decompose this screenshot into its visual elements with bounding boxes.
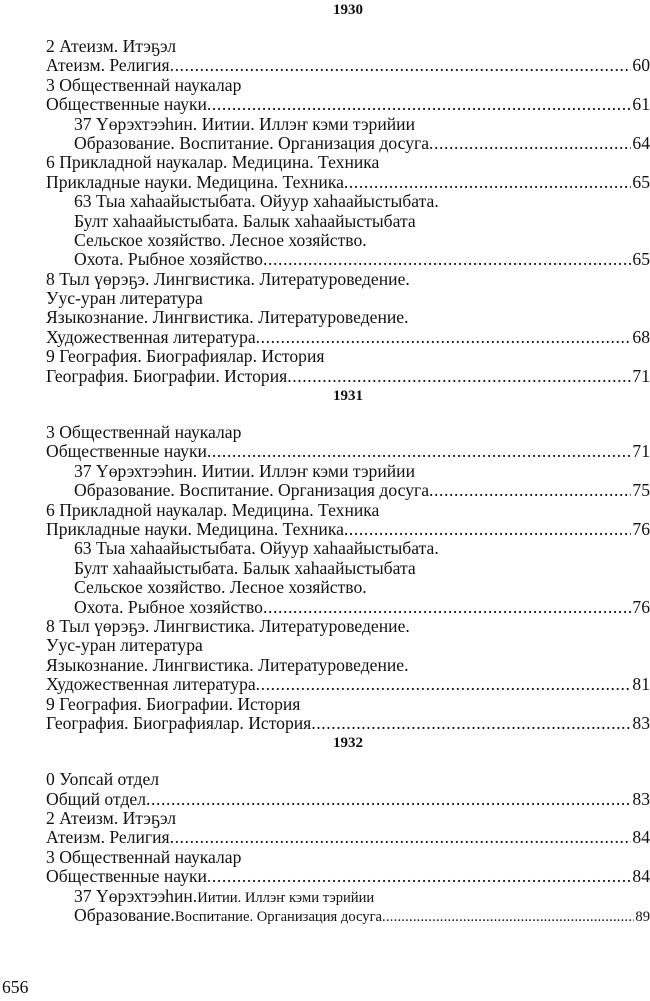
entry-title: Общественные науки <box>46 867 207 887</box>
toc-heading-line <box>46 192 650 211</box>
entry-title: Художественная литература <box>46 327 256 347</box>
dot-leader <box>256 328 632 347</box>
toc-heading-line <box>46 578 650 597</box>
entry-title: 2 Атеизм. Итэҕэл <box>46 809 177 829</box>
entry-title: 6 Прикладной наукалар. Медицина. Техника <box>46 153 380 173</box>
entry-title: 63 Тыа хаһаайыстыбата. Ойуур хаһаайыстыбата. <box>74 192 439 212</box>
toc-heading-line <box>46 76 650 95</box>
entry-page-number: 89 <box>635 909 650 926</box>
toc-entry <box>46 828 650 847</box>
entry-title: Образование. Воспитание. Организация досуга <box>74 133 430 153</box>
toc-heading-line <box>46 559 650 578</box>
toc-entry <box>46 367 650 386</box>
toc-heading-line <box>46 501 650 520</box>
entry-title: 9 География. Биографиялар. История <box>46 347 325 367</box>
entry-title: 0 Уопсай отдел <box>46 770 160 790</box>
dot-leader <box>207 442 631 461</box>
entry-title: 3 Общественнай наукалар <box>46 847 242 867</box>
toc-entry <box>46 95 650 114</box>
entry-title: 37 Үөрэхтээһин. Иитии. Иллэҥ кэми тэрийии <box>74 114 416 134</box>
entry-title: Языкознание. Лингвистика. Литературоведение. <box>46 655 409 675</box>
entry-page-number: 76 <box>632 519 650 539</box>
entry-title: Общественные науки <box>46 442 207 462</box>
toc-heading-line <box>46 423 650 442</box>
entry-title: 63 Тыа хаһаайыстыбата. Ойуур хаһаайыстыбата. <box>74 539 439 559</box>
toc-entry <box>46 173 650 192</box>
toc-entry <box>46 481 650 500</box>
entry-title: География. Биографии. История <box>46 366 288 386</box>
entry-page-number: 84 <box>632 828 650 848</box>
toc-heading-line <box>46 656 650 675</box>
entry-title: 2 Атеизм. Итэҕэл <box>46 37 177 56</box>
entry-page-number: 76 <box>632 597 650 617</box>
entry-title: 8 Тыл үөрэҕэ. Лингвистика. Литературоведение. <box>46 616 410 636</box>
dot-leader <box>382 906 634 925</box>
table-of-contents <box>46 0 650 925</box>
entry-title: Сельское хозяйство. Лесное хозяйство. <box>74 578 367 598</box>
section-year-heading: 1931 <box>333 388 363 405</box>
section-year-heading: 1930 <box>333 2 363 18</box>
toc-section-1931 <box>46 386 650 733</box>
entry-page-number: 61 <box>632 95 650 115</box>
toc-entry <box>46 714 650 733</box>
entry-page-number: 64 <box>632 133 650 153</box>
toc-heading-line <box>46 636 650 655</box>
entry-title: 3 Общественнай наукалар <box>46 75 242 95</box>
toc-heading-line <box>46 347 650 366</box>
entry-page-number: 75 <box>632 481 650 501</box>
toc-heading-line <box>46 887 650 906</box>
toc-section-1932 <box>46 733 650 925</box>
dot-leader <box>344 173 631 192</box>
entry-title: Языкознание. Лингвистика. Литературоведение. <box>46 308 409 328</box>
toc-heading-line <box>46 695 650 714</box>
entry-title: Охота. Рыбное хозяйство <box>74 250 263 270</box>
toc-heading-line <box>46 153 650 172</box>
dot-leader <box>170 56 632 75</box>
toc-entry <box>46 790 650 809</box>
entry-title: 8 Тыл үөрэҕэ. Лингвистика. Литературоведение. <box>46 269 410 289</box>
entry-title-continued: Воспитание. Организация досуга <box>174 909 383 926</box>
entry-page-number: 83 <box>632 789 650 809</box>
entry-title-continued: Иитии. Иллэҥ кэми тэрийии <box>197 889 375 906</box>
dot-leader <box>146 790 631 809</box>
toc-entry <box>46 250 650 269</box>
toc-heading-line <box>46 462 650 481</box>
dot-leader <box>344 520 631 539</box>
entry-page-number: 68 <box>632 327 650 347</box>
entry-title: Охота. Рыбное хозяйство <box>74 597 263 617</box>
toc-heading-line <box>46 115 650 134</box>
entry-title: Художественная литература <box>46 675 256 695</box>
entry-title: 37 Үөрэхтээһин. Иитии. Иллэҥ кэми тэрийии <box>74 461 416 481</box>
toc-entry <box>46 598 650 617</box>
entry-title: Образование. Воспитание. Организация досуга <box>74 481 430 501</box>
toc-entry <box>46 906 650 925</box>
entry-page-number: 71 <box>632 442 650 462</box>
dot-leader <box>207 95 631 114</box>
dot-leader <box>207 867 631 886</box>
toc-entry <box>46 328 650 347</box>
dot-leader <box>311 714 631 733</box>
entry-page-number: 83 <box>632 713 650 733</box>
entry-page-number: 81 <box>632 675 650 695</box>
dot-leader <box>263 598 631 617</box>
entry-title: Атеизм. Религия <box>46 828 170 848</box>
dot-leader <box>263 250 631 269</box>
entry-title: География. Биографиялар. История <box>46 713 312 733</box>
section-year-heading: 1932 <box>333 735 363 752</box>
toc-entry <box>46 442 650 461</box>
toc-heading-line <box>46 270 650 289</box>
entry-title: Уус-уран литература <box>46 289 203 309</box>
toc-entry <box>46 134 650 153</box>
dot-leader <box>256 675 632 694</box>
toc-section-1930 <box>46 0 650 386</box>
dot-leader <box>170 828 632 847</box>
page-number: 656 <box>2 977 29 997</box>
toc-entry <box>46 56 650 75</box>
toc-heading-line <box>46 289 650 308</box>
toc-heading-line <box>46 617 650 636</box>
dot-leader <box>429 134 631 153</box>
entry-title: 6 Прикладной наукалар. Медицина. Техника <box>46 500 380 520</box>
entry-title: Общий отдел <box>46 789 146 809</box>
entry-title: Прикладные науки. Медицина. Техника <box>46 172 344 192</box>
entry-title: Прикладные науки. Медицина. Техника <box>46 519 344 539</box>
toc-heading-line <box>46 231 650 250</box>
entry-title: Атеизм. Религия <box>46 56 170 76</box>
entry-title: 37 Үөрэхтээһин. <box>74 886 198 906</box>
entry-title: Сельское хозяйство. Лесное хозяйство. <box>74 230 367 250</box>
toc-heading-line <box>46 37 650 56</box>
toc-entry <box>46 675 650 694</box>
toc-heading-line <box>46 308 650 327</box>
dot-leader <box>429 481 631 500</box>
toc-entry <box>46 867 650 886</box>
entry-title: Общественные науки <box>46 95 207 115</box>
toc-heading-line <box>46 212 650 231</box>
entry-page-number: 84 <box>632 867 650 887</box>
entry-page-number: 65 <box>632 250 650 270</box>
toc-entry <box>46 520 650 539</box>
toc-heading-line <box>46 770 650 789</box>
entry-title: Уус-уран литература <box>46 636 203 656</box>
toc-heading-line <box>46 539 650 558</box>
entry-title: Булт хаһаайыстыбата. Балык хаһаайыстыбата <box>74 211 416 231</box>
entry-page-number: 71 <box>632 366 650 386</box>
toc-heading-line <box>46 848 650 867</box>
toc-heading-line <box>46 809 650 828</box>
dot-leader <box>287 367 631 386</box>
entry-title: 9 География. Биографии. История <box>46 694 301 714</box>
entry-title: Образование. <box>74 906 175 926</box>
entry-title: 3 Общественнай наукалар <box>46 423 242 443</box>
entry-page-number: 65 <box>632 172 650 192</box>
entry-title: Булт хаһаайыстыбата. Балык хаһаайыстыбата <box>74 558 416 578</box>
entry-page-number: 60 <box>632 56 650 76</box>
